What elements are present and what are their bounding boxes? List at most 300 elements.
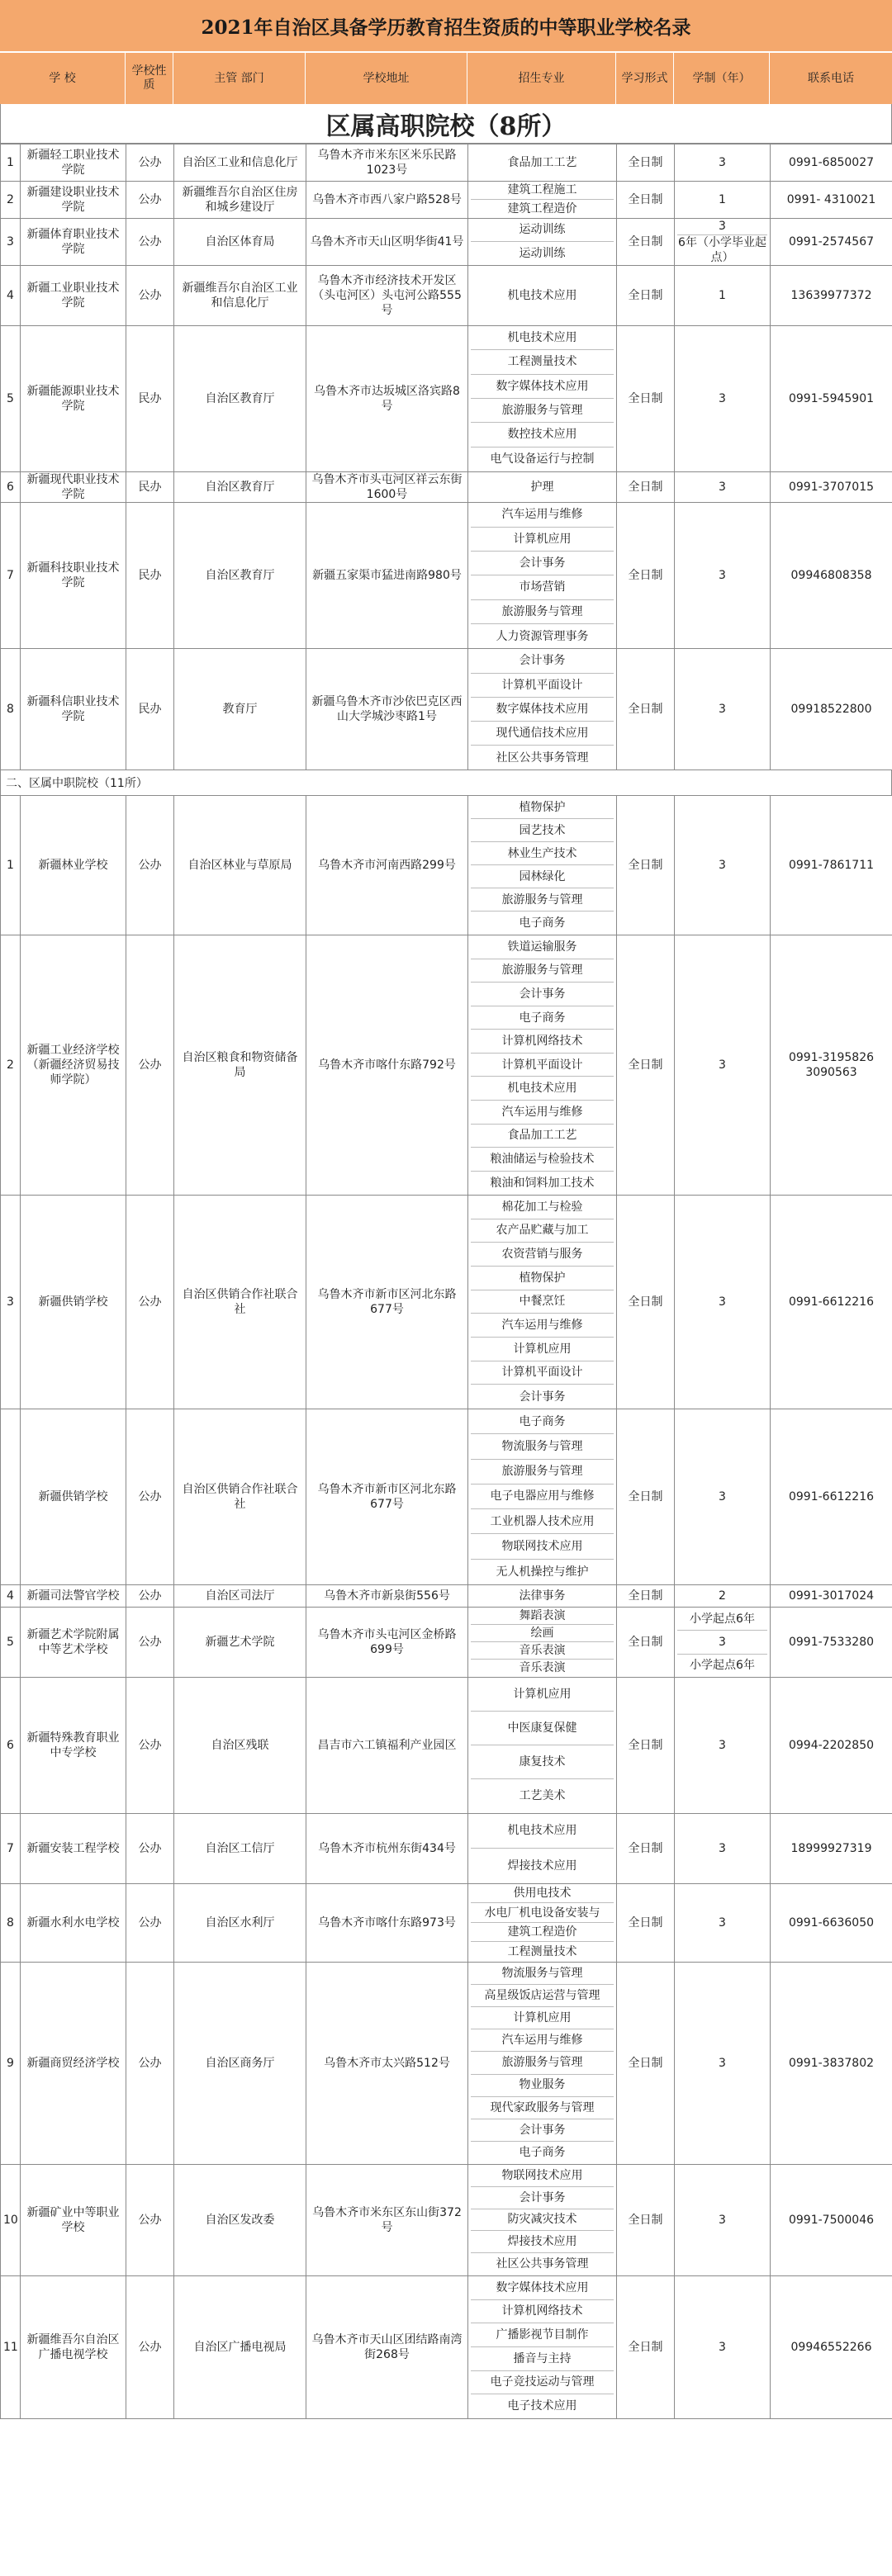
major-item: 会计事务 — [471, 2119, 614, 2142]
table-row — [1, 1607, 892, 1677]
contact-phone: 0991-6636050 — [771, 1883, 892, 1962]
contact-phone: 0991- 4310021 — [771, 182, 892, 219]
study-form: 全日制 — [617, 1677, 675, 1813]
school-name: 新疆安装工程学校 — [21, 1813, 126, 1883]
school-name: 新疆特殊教育职业中专学校 — [21, 1677, 126, 1813]
section2-table — [0, 795, 892, 2419]
major-item: 工程测量技术 — [507, 1945, 577, 1959]
study-form: 全日制 — [617, 144, 675, 182]
school-address: 新疆乌鲁木齐市沙依巴克区西山大学城沙枣路1号 — [306, 649, 468, 770]
table-row — [1, 2164, 892, 2275]
school-address: 乌鲁木齐市头屯河区祥云东街1600号 — [306, 471, 468, 502]
school-address: 乌鲁木齐市西八家户路528号 — [306, 182, 468, 219]
supervising-dept: 自治区水利厅 — [174, 1883, 306, 1962]
major-item: 农产品贮藏与加工 — [471, 1219, 614, 1243]
major-item: 电气设备运行与控制 — [490, 452, 595, 466]
majors-cell — [468, 471, 617, 502]
school-name: 新疆科技职业技术学院 — [21, 503, 126, 649]
major-item: 供用电技术 — [471, 1884, 614, 1904]
major-item: 电子电器应用与维修 — [471, 1485, 614, 1509]
majors-cell — [468, 2164, 617, 2275]
major-item: 中餐烹饪 — [471, 1290, 614, 1314]
major-item: 会计事务 — [471, 983, 614, 1006]
major-item: 建筑工程造价 — [471, 1923, 614, 1943]
school-nature: 公办 — [126, 1883, 174, 1962]
study-form: 全日制 — [617, 1409, 675, 1585]
contact-phone: 0991-7861711 — [771, 796, 892, 935]
major-item: 物联网技术应用 — [471, 1534, 614, 1559]
contact-phone: 0991-5945901 — [771, 326, 892, 472]
majors-cell — [468, 503, 617, 649]
contact-phone: 0991-6612216 — [771, 1196, 892, 1409]
contact-phone: 0991-3017024 — [771, 1584, 892, 1607]
major-item: 工程测量技术 — [471, 350, 614, 374]
school-nature: 公办 — [126, 2164, 174, 2275]
study-years: 3 — [675, 1813, 771, 1883]
majors-cell — [468, 1607, 617, 1677]
supervising-dept: 自治区供销合作社联合社 — [174, 1409, 306, 1585]
study-years: 3 — [675, 1883, 771, 1962]
major-item: 数字媒体技术应用 — [471, 698, 614, 722]
row-number: 5 — [1, 326, 21, 472]
school-nature: 公办 — [126, 1607, 174, 1677]
school-nature: 民办 — [126, 503, 174, 649]
study-years: 3 — [675, 1409, 771, 1585]
supervising-dept: 自治区残联 — [174, 1677, 306, 1813]
school-address: 乌鲁木齐市喀什东路792号 — [306, 935, 468, 1196]
major-item: 护理 — [530, 481, 554, 495]
study-form: 全日制 — [617, 182, 675, 219]
major-item: 会计事务 — [471, 649, 614, 673]
major-item: 康复技术 — [471, 1745, 614, 1779]
majors-cell — [468, 182, 617, 219]
table-row — [1, 1677, 892, 1813]
school-address: 新疆五家渠市猛进南路980号 — [306, 503, 468, 649]
school-nature: 民办 — [126, 326, 174, 472]
major-item: 运动训练 — [471, 219, 614, 242]
years-item: 6年（小学毕业起点） — [678, 235, 766, 264]
row-number: 3 — [1, 219, 21, 266]
majors-cell — [468, 1409, 617, 1585]
study-years: 3 — [675, 2275, 771, 2418]
major-item: 高星级饭店运营与管理 — [471, 1985, 614, 2007]
study-form: 全日制 — [617, 503, 675, 649]
majors-cell — [468, 1883, 617, 1962]
supervising-dept: 自治区体育局 — [174, 219, 306, 266]
row-number: 4 — [1, 266, 21, 326]
study-form: 全日制 — [617, 935, 675, 1196]
supervising-dept: 自治区教育厅 — [174, 503, 306, 649]
major-item: 植物保护 — [471, 1267, 614, 1290]
major-item: 运动训练 — [519, 246, 566, 260]
contact-phone: 18999927319 — [771, 1813, 892, 1883]
school-name: 新疆轻工职业技术学院 — [21, 144, 126, 182]
school-nature: 公办 — [126, 796, 174, 935]
study-form: 全日制 — [617, 1813, 675, 1883]
header-nature: 学校性质 — [126, 53, 173, 104]
school-nature: 公办 — [126, 935, 174, 1196]
major-item: 电子竞技运动与管理 — [471, 2371, 614, 2395]
major-item: 计算机应用 — [471, 2007, 614, 2029]
study-years: 3 — [675, 935, 771, 1196]
major-item: 会计事务 — [471, 552, 614, 575]
major-item: 园艺技术 — [471, 819, 614, 842]
years-cell — [675, 1607, 771, 1677]
row-number: 9 — [1, 1962, 21, 2164]
major-item: 电子商务 — [471, 1006, 614, 1030]
major-item: 数字媒体技术应用 — [471, 375, 614, 399]
school-nature: 公办 — [126, 219, 174, 266]
study-years: 3 — [675, 326, 771, 472]
study-form: 全日制 — [617, 266, 675, 326]
row-number: 1 — [1, 796, 21, 935]
major-item: 计算机应用 — [471, 528, 614, 552]
major-item: 物联网技术应用 — [471, 2165, 614, 2187]
major-item: 机电技术应用 — [471, 326, 614, 350]
table-row — [1, 471, 892, 502]
school-name: 新疆建设职业技术学院 — [21, 182, 126, 219]
major-item: 旅游服务与管理 — [471, 600, 614, 624]
school-address: 乌鲁木齐市达坂城区洛宾路8号 — [306, 326, 468, 472]
major-item: 防灾减灾技术 — [471, 2209, 614, 2232]
supervising-dept: 新疆维吾尔自治区工业和信息化厅 — [174, 266, 306, 326]
majors-cell — [468, 1962, 617, 2164]
contact-phone: 0991-6850027 — [771, 144, 892, 182]
major-item: 旅游服务与管理 — [471, 2052, 614, 2074]
study-years: 3 — [675, 503, 771, 649]
major-item: 会计事务 — [471, 2187, 614, 2209]
major-item: 焊接技术应用 — [471, 2231, 614, 2253]
table-row — [1, 144, 892, 182]
school-name: 新疆维吾尔自治区广播电视学校 — [21, 2275, 126, 2418]
major-item: 电子商务 — [519, 2146, 566, 2160]
majors-cell — [468, 796, 617, 935]
majors-cell — [468, 1677, 617, 1813]
contact-phone: 0994-2202850 — [771, 1677, 892, 1813]
supervising-dept: 自治区司法厅 — [174, 1584, 306, 1607]
major-item: 会计事务 — [519, 1390, 566, 1404]
major-item: 汽车运用与维修 — [471, 503, 614, 527]
major-item: 物业服务 — [471, 2075, 614, 2097]
major-item: 旅游服务与管理 — [471, 1460, 614, 1485]
major-item: 计算机应用 — [471, 1338, 614, 1361]
row-number — [1, 1409, 21, 1585]
school-name: 新疆供销学校 — [21, 1196, 126, 1409]
major-item: 舞蹈表演 — [471, 1608, 614, 1625]
row-number: 2 — [1, 935, 21, 1196]
school-address: 乌鲁木齐市河南西路299号 — [306, 796, 468, 935]
row-number: 10 — [1, 2164, 21, 2275]
row-number: 6 — [1, 1677, 21, 1813]
major-item: 植物保护 — [471, 796, 614, 819]
row-number: 1 — [1, 144, 21, 182]
years-item: 3 — [677, 1631, 767, 1654]
major-item: 播音与主持 — [471, 2347, 614, 2371]
supervising-dept: 自治区粮食和物资储备局 — [174, 935, 306, 1196]
years-item: 3 — [677, 219, 767, 235]
major-item: 林业生产技术 — [471, 842, 614, 865]
study-form: 全日制 — [617, 1962, 675, 2164]
row-number: 8 — [1, 649, 21, 770]
major-item: 水电厂机电设备安装与 — [471, 1903, 614, 1923]
study-form: 全日制 — [617, 1584, 675, 1607]
majors-cell — [468, 1196, 617, 1409]
school-nature: 民办 — [126, 471, 174, 502]
study-form: 全日制 — [617, 219, 675, 266]
school-address: 乌鲁木齐市太兴路512号 — [306, 1962, 468, 2164]
contact-phone: 09918522800 — [771, 649, 892, 770]
major-item: 人力资源管理事务 — [496, 629, 589, 643]
majors-cell — [468, 266, 617, 326]
study-years: 3 — [675, 1677, 771, 1813]
school-name: 新疆司法警官学校 — [21, 1584, 126, 1607]
supervising-dept: 新疆维吾尔自治区住房和城乡建设厅 — [174, 182, 306, 219]
school-address: 乌鲁木齐市米东区米乐民路1023号 — [306, 144, 468, 182]
school-name: 新疆矿业中等职业学校 — [21, 2164, 126, 2275]
school-name: 新疆商贸经济学校 — [21, 1962, 126, 2164]
study-years: 3 — [675, 649, 771, 770]
row-number: 11 — [1, 2275, 21, 2418]
header-address: 学校地址 — [306, 53, 467, 104]
supervising-dept: 自治区广播电视局 — [174, 2275, 306, 2418]
school-name: 新疆工业经济学校（新疆经济贸易技师学院） — [21, 935, 126, 1196]
table-row — [1, 935, 892, 1196]
contact-phone: 09946808358 — [771, 503, 892, 649]
study-form: 全日制 — [617, 796, 675, 935]
study-form: 全日制 — [617, 1883, 675, 1962]
row-number: 6 — [1, 471, 21, 502]
row-number: 5 — [1, 1607, 21, 1677]
major-item: 旅游服务与管理 — [471, 888, 614, 912]
table-row — [1, 503, 892, 649]
major-item: 计算机平面设计 — [471, 1361, 614, 1385]
school-name: 新疆体育职业技术学院 — [21, 219, 126, 266]
major-item: 计算机平面设计 — [471, 674, 614, 698]
majors-cell — [468, 144, 617, 182]
majors-cell — [468, 326, 617, 472]
supervising-dept: 新疆艺术学院 — [174, 1607, 306, 1677]
row-number: 7 — [1, 503, 21, 649]
table-row — [1, 649, 892, 770]
major-item: 粮油和饲料加工技术 — [490, 1176, 595, 1190]
major-item: 计算机网络技术 — [471, 1030, 614, 1054]
years-cell — [675, 219, 771, 266]
major-item: 汽车运用与维修 — [471, 2029, 614, 2052]
major-item: 现代通信技术应用 — [471, 722, 614, 746]
school-name: 新疆水利水电学校 — [21, 1883, 126, 1962]
major-item: 食品加工工艺 — [507, 155, 577, 169]
study-years: 3 — [675, 796, 771, 935]
header-school: 学 校 — [0, 53, 126, 104]
major-item: 无人机操控与维护 — [496, 1565, 589, 1579]
study-years: 1 — [675, 266, 771, 326]
study-years: 3 — [675, 1962, 771, 2164]
study-form: 全日制 — [617, 2164, 675, 2275]
contact-phone: 09946552266 — [771, 2275, 892, 2418]
years-item: 小学起点6年 — [690, 1659, 755, 1673]
contact-phone: 0991-3707015 — [771, 471, 892, 502]
row-number: 4 — [1, 1584, 21, 1607]
table-row — [1, 1196, 892, 1409]
table-row — [1, 1962, 892, 2164]
major-item: 电子商务 — [519, 916, 566, 930]
school-address: 乌鲁木齐市新泉街556号 — [306, 1584, 468, 1607]
school-address: 乌鲁木齐市新市区河北东路677号 — [306, 1196, 468, 1409]
study-form: 全日制 — [617, 1607, 675, 1677]
major-item: 机电技术应用 — [507, 288, 577, 302]
major-item: 计算机应用 — [471, 1678, 614, 1712]
table-row — [1, 219, 892, 266]
school-name: 新疆科信职业技术学院 — [21, 649, 126, 770]
major-item: 市场营销 — [471, 575, 614, 599]
major-item: 棉花加工与检验 — [471, 1196, 614, 1219]
major-item: 汽车运用与维修 — [471, 1314, 614, 1338]
major-item: 工业机器人技术应用 — [471, 1509, 614, 1534]
major-item: 音乐表演 — [519, 1661, 566, 1675]
table-row — [1, 1813, 892, 1883]
supervising-dept: 自治区商务厅 — [174, 1962, 306, 2164]
major-item: 音乐表演 — [471, 1642, 614, 1660]
header-dept: 主管 部门 — [173, 53, 306, 104]
school-nature: 公办 — [126, 1409, 174, 1585]
study-years: 3 — [675, 471, 771, 502]
school-address: 乌鲁木齐市喀什东路973号 — [306, 1883, 468, 1962]
major-item: 建筑工程造价 — [507, 201, 577, 215]
supervising-dept: 自治区发改委 — [174, 2164, 306, 2275]
major-item: 汽车运用与维修 — [471, 1101, 614, 1125]
major-item: 数控技术应用 — [471, 423, 614, 447]
school-nature: 公办 — [126, 2275, 174, 2418]
study-form: 全日制 — [617, 2275, 675, 2418]
school-address: 乌鲁木齐市新市区河北东路677号 — [306, 1409, 468, 1585]
table-row — [1, 1409, 892, 1585]
contact-phone: 0991-7500046 — [771, 2164, 892, 2275]
table-row — [1, 182, 892, 219]
school-name: 新疆艺术学院附属中等艺术学校 — [21, 1607, 126, 1677]
study-form: 全日制 — [617, 1196, 675, 1409]
school-address: 乌鲁木齐市经济技术开发区（头屯河区）头屯河公路555号 — [306, 266, 468, 326]
major-item: 计算机平面设计 — [471, 1054, 614, 1077]
row-number: 8 — [1, 1883, 21, 1962]
major-item: 旅游服务与管理 — [471, 399, 614, 423]
section2-title: 二、区属中职院校（11所） — [0, 770, 892, 795]
school-name: 新疆供销学校 — [21, 1409, 126, 1585]
header-years: 学制（年） — [674, 53, 770, 104]
major-item: 旅游服务与管理 — [471, 959, 614, 983]
study-years: 2 — [675, 1584, 771, 1607]
table-row — [1, 2275, 892, 2418]
supervising-dept: 自治区供销合作社联合社 — [174, 1196, 306, 1409]
major-item: 现代家政服务与管理 — [471, 2097, 614, 2119]
major-item: 中医康复保健 — [471, 1712, 614, 1745]
table-row — [1, 266, 892, 326]
major-item: 焊接技术应用 — [507, 1859, 577, 1873]
majors-cell — [468, 1584, 617, 1607]
study-form: 全日制 — [617, 326, 675, 472]
contact-phone: 0991-7533280 — [771, 1607, 892, 1677]
major-item: 机电技术应用 — [471, 1077, 614, 1101]
school-address: 乌鲁木齐市天山区明华街41号 — [306, 219, 468, 266]
study-form: 全日制 — [617, 649, 675, 770]
study-form: 全日制 — [617, 471, 675, 502]
supervising-dept: 自治区教育厅 — [174, 326, 306, 472]
title-bar: 2021年自治区具备学历教育招生资质的中等职业学校名录 — [0, 0, 892, 53]
major-item: 粮油储运与检验技术 — [471, 1148, 614, 1172]
school-nature: 公办 — [126, 1677, 174, 1813]
major-item: 绘画 — [471, 1625, 614, 1642]
major-item: 社区公共事务管理 — [496, 751, 589, 765]
majors-cell — [468, 2275, 617, 2418]
major-item: 社区公共事务管理 — [496, 2257, 589, 2271]
majors-cell — [468, 649, 617, 770]
major-item: 建筑工程施工 — [471, 182, 614, 200]
row-number: 3 — [1, 1196, 21, 1409]
school-name: 新疆工业职业技术学院 — [21, 266, 126, 326]
school-address: 乌鲁木齐市米东区东山街372号 — [306, 2164, 468, 2275]
table-row — [1, 1883, 892, 1962]
supervising-dept: 自治区工业和信息化厅 — [174, 144, 306, 182]
header-phone: 联系电话 — [808, 71, 854, 85]
school-address: 乌鲁木齐市头屯河区金桥路699号 — [306, 1607, 468, 1677]
school-name: 新疆能源职业技术学院 — [21, 326, 126, 472]
major-item: 广播影视节目制作 — [471, 2323, 614, 2347]
major-item: 电子商务 — [471, 1409, 614, 1434]
supervising-dept: 自治区工信厅 — [174, 1813, 306, 1883]
major-item: 物流服务与管理 — [471, 1434, 614, 1459]
school-name: 新疆林业学校 — [21, 796, 126, 935]
majors-cell — [468, 935, 617, 1196]
years-item: 小学起点6年 — [677, 1608, 767, 1631]
major-item: 食品加工工艺 — [471, 1125, 614, 1148]
major-item: 园林绿化 — [471, 865, 614, 888]
major-item: 数字媒体技术应用 — [471, 2276, 614, 2300]
major-item: 铁道运输服务 — [471, 935, 614, 959]
supervising-dept: 教育厅 — [174, 649, 306, 770]
study-years: 3 — [675, 1196, 771, 1409]
supervising-dept: 自治区林业与草原局 — [174, 796, 306, 935]
school-address: 乌鲁木齐市杭州东街434号 — [306, 1813, 468, 1883]
row-number: 2 — [1, 182, 21, 219]
major-item: 法律事务 — [519, 1589, 566, 1603]
school-address: 昌吉市六工镇福利产业园区 — [306, 1677, 468, 1813]
section1-title: 区属高职院校（8所） — [0, 104, 892, 144]
major-item: 计算机网络技术 — [471, 2300, 614, 2324]
major-item: 机电技术应用 — [471, 1814, 614, 1849]
school-nature: 民办 — [126, 649, 174, 770]
school-nature: 公办 — [126, 144, 174, 182]
school-nature: 公办 — [126, 1813, 174, 1883]
major-item: 电子技术应用 — [507, 2399, 577, 2413]
study-years: 3 — [675, 144, 771, 182]
table-row — [1, 796, 892, 935]
contact-phone: 13639977372 — [771, 266, 892, 326]
majors-cell — [468, 1813, 617, 1883]
row-number: 7 — [1, 1813, 21, 1883]
study-years: 3 — [675, 2164, 771, 2275]
contact-phone: 0991-6612216 — [771, 1409, 892, 1585]
contact-phone: 0991-3195826 3090563 — [771, 935, 892, 1196]
contact-phone: 0991-2574567 — [771, 219, 892, 266]
supervising-dept: 自治区教育厅 — [174, 471, 306, 502]
school-nature: 公办 — [126, 1196, 174, 1409]
major-item: 工艺美术 — [519, 1789, 566, 1803]
major-item: 农资营销与服务 — [471, 1243, 614, 1267]
header-row — [0, 53, 892, 104]
school-nature: 公办 — [126, 182, 174, 219]
table-row — [1, 326, 892, 472]
header-major: 招生专业 — [467, 53, 616, 104]
school-nature: 公办 — [126, 266, 174, 326]
